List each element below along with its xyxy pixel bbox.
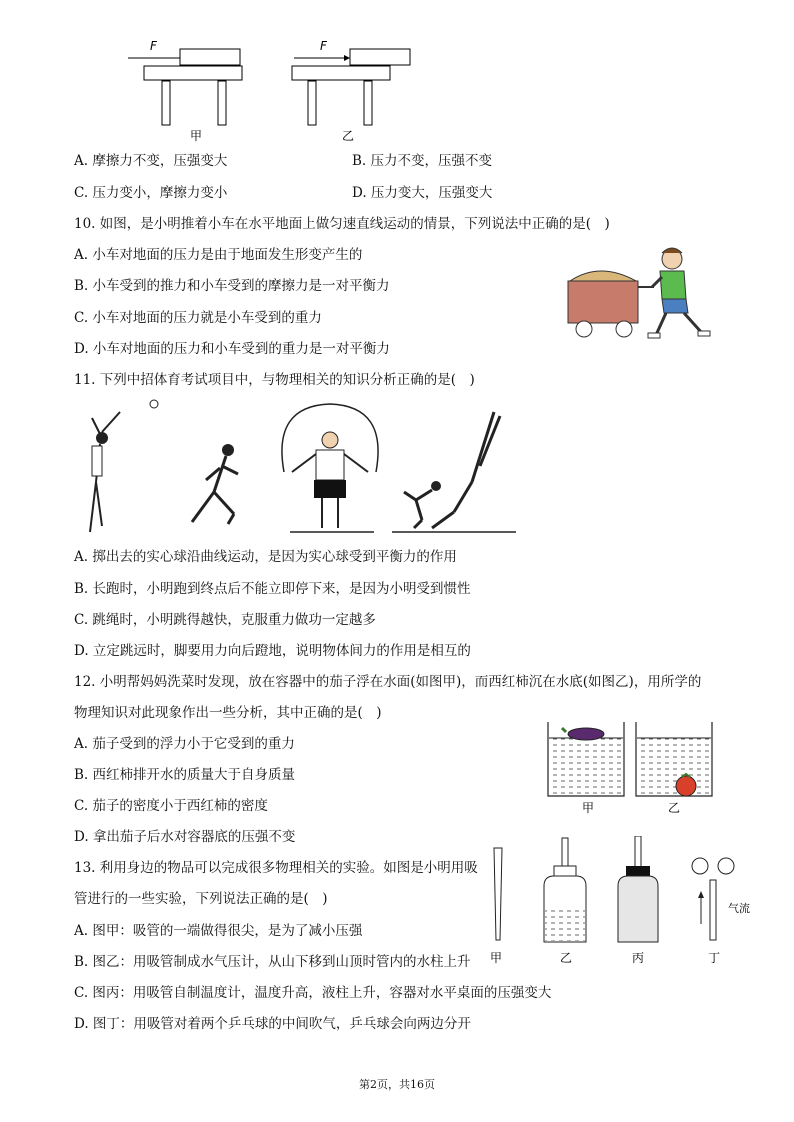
q9-force-label-jia: F: [150, 39, 157, 53]
q9-force-label-yi: F: [320, 39, 327, 53]
q13-option-b[interactable]: B. 图乙：用吸管制成水气压计，从山下移到山顶时管内的水柱上升: [74, 954, 471, 970]
q12-label-jia: 甲: [582, 801, 595, 815]
q11-fig-shot-put: [90, 400, 158, 532]
q12-stem-line1: 12. 小明帮妈妈洗菜时发现，放在容器中的茄子浮在水面(如图甲)，而西红柿沉在水底(如图乙)，用所学的: [74, 674, 702, 690]
q9-fig-jia: [128, 39, 242, 143]
q13-fig-yi: [544, 838, 586, 965]
q13-fig-jia: [490, 848, 502, 965]
q12-option-d[interactable]: D. 拿出茄子后水对容器底的压强不变: [74, 829, 296, 845]
q9-label-yi: 乙: [342, 129, 355, 143]
q12-option-b[interactable]: B. 西红柿排开水的质量大于自身质量: [74, 767, 296, 783]
q13-fig-ding: [692, 858, 750, 965]
q11-option-d[interactable]: D. 立定跳远时，脚要用力向后蹬地，说明物体间力的作用是相互的: [74, 643, 471, 659]
q11-option-a[interactable]: A. 掷出去的实心球沿曲线运动，是因为实心球受到平衡力的作用: [74, 549, 457, 565]
q9-fig-yi: [292, 39, 410, 143]
q10-figure-boy-pushing-cart: [560, 243, 720, 343]
q9-figure: [120, 36, 420, 146]
q10-option-a[interactable]: A. 小车对地面的压力是由于地面发生形变产生的: [74, 247, 363, 263]
q9-option-b[interactable]: B. 压力不变，压强不变: [352, 153, 493, 169]
q13-airflow-label: 气流: [728, 902, 750, 915]
q10-stem: 10. 如图，是小明推着小车在水平地面上做匀速直线运动的情景，下列说法中正确的是( ): [74, 216, 610, 232]
q13-option-c[interactable]: C. 图丙：用吸管自制温度计，温度升高，液柱上升，容器对水平桌面的压强变大: [74, 985, 552, 1001]
q12-container-yi: [636, 722, 712, 815]
q10-option-d[interactable]: D. 小车对地面的压力和小车受到的重力是一对平衡力: [74, 341, 390, 357]
q11-fig-running: [192, 444, 238, 524]
q13-label-yi: 乙: [560, 951, 573, 965]
q11-figure-sports: [70, 396, 520, 538]
q11-option-c[interactable]: C. 跳绳时，小明跳得越快，克服重力做功一定越多: [74, 612, 376, 628]
q11-option-b[interactable]: B. 长跑时，小明跑到终点后不能立即停下来，是因为小明受到惯性: [74, 581, 471, 597]
q13-option-d[interactable]: D. 图丁：用吸管对着两个乒乓球的中间吹气，乒乓球会向两边分开: [74, 1016, 471, 1032]
q13-fig-bing: [618, 836, 658, 965]
q11-fig-long-jump: [392, 412, 516, 532]
q12-stem-line2: 物理知识对此现象作出一些分析，其中正确的是( ): [74, 705, 382, 721]
q12-label-yi: 乙: [668, 801, 681, 815]
q9-label-jia: 甲: [190, 129, 203, 143]
q11-fig-rope-skipping: [282, 404, 378, 532]
q12-container-jia: [548, 722, 624, 815]
q13-label-ding: 丁: [708, 951, 721, 965]
q12-option-a[interactable]: A. 茄子受到的浮力小于它受到的重力: [74, 736, 295, 752]
q13-option-a[interactable]: A. 图甲：吸管的一端做得很尖，是为了减小压强: [74, 923, 363, 939]
q9-option-a[interactable]: A. 摩擦力不变，压强变大: [74, 153, 228, 169]
q12-option-c[interactable]: C. 茄子的密度小于西红柿的密度: [74, 798, 268, 814]
q9-option-d[interactable]: D. 压力变大，压强变大: [352, 185, 493, 201]
q10-option-c[interactable]: C. 小车对地面的压力就是小车受到的重力: [74, 310, 322, 326]
q9-option-c[interactable]: C. 压力变小，摩擦力变小: [74, 185, 228, 201]
page-footer: 第2页，共16页: [359, 1078, 435, 1091]
q10-option-b[interactable]: B. 小车受到的推力和小车受到的摩擦力是一对平衡力: [74, 278, 390, 294]
q13-label-bing: 丙: [632, 951, 645, 965]
q13-stem-line2: 管进行的一些实验，下列说法正确的是( ): [74, 891, 328, 907]
q13-label-jia: 甲: [490, 951, 503, 965]
q13-stem-line1: 13. 利用身边的物品可以完成很多物理相关的实验。如图是小明用吸: [74, 860, 478, 876]
q13-figure-straws: [486, 836, 766, 970]
q12-figure-containers: [544, 718, 716, 816]
q11-stem: 11. 下列中招体育考试项目中，与物理相关的知识分析正确的是( ): [74, 372, 475, 388]
